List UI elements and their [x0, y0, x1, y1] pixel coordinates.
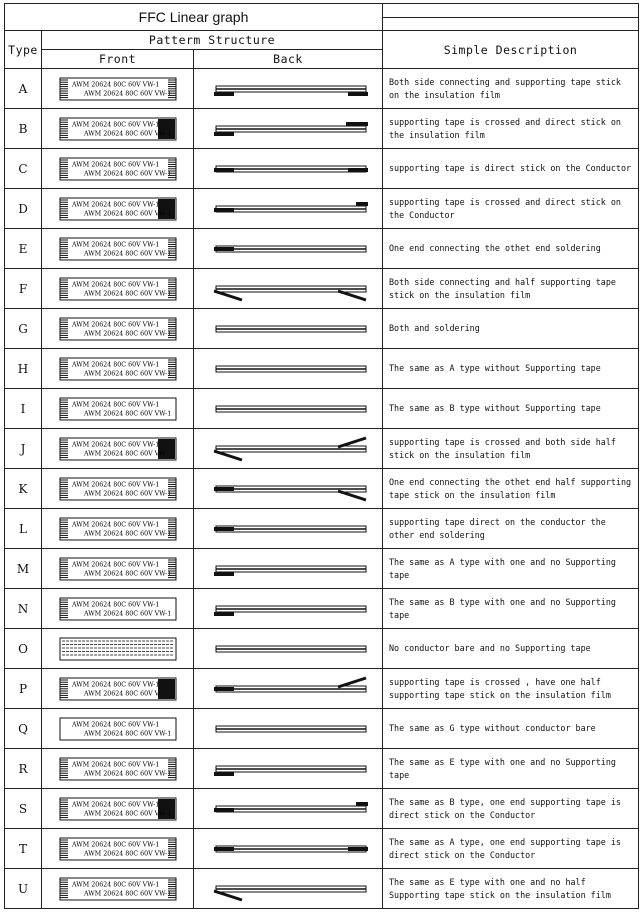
front-pattern	[42, 269, 194, 309]
table-row	[4, 749, 639, 789]
front-cell	[42, 509, 194, 549]
ribbon-marking-line2: AWM 20624 80C 60V VW-1	[84, 410, 172, 418]
ribbon-marking-line1: AWM 20624 80C 60V VW-1	[72, 81, 160, 89]
description-cell	[383, 709, 639, 749]
description-cell	[383, 109, 639, 149]
supporting-tape-right	[348, 168, 368, 172]
table-row	[4, 549, 639, 589]
front-pattern	[42, 109, 194, 149]
supporting-tape-left	[214, 92, 234, 96]
back-cell	[194, 149, 383, 189]
type-cell: Q	[4, 709, 42, 749]
type-cell: O	[4, 629, 42, 669]
description-cell	[383, 669, 639, 709]
ribbon-marking-line2: AWM 20624 80C 60V VW-1	[84, 290, 172, 298]
table-row	[4, 69, 639, 109]
supporting-tape-right	[356, 202, 368, 206]
description-text: Both side connecting and half supporting tape stick on the insulation film	[389, 276, 616, 300]
ribbon-marking-line2: AWM 20624 80C 60V VW-1	[84, 890, 172, 898]
back-pattern	[194, 389, 383, 429]
ribbon-marking-line2: AWM 20624 80C 60V VW-1	[84, 610, 172, 618]
description-text: The same as B type without Supporting tape	[389, 403, 601, 413]
description-cell	[383, 429, 639, 469]
back-pattern	[194, 709, 383, 749]
description-text: supporting tape is crossed , have one half supporting tape stick on the insulation film	[389, 676, 611, 700]
back-pattern	[194, 189, 383, 229]
ribbon-marking-line1: AWM 20624 80C 60V VW-1	[72, 721, 160, 729]
back-cell	[194, 349, 383, 389]
back-pattern	[194, 429, 383, 469]
back-cell	[194, 709, 383, 749]
description-cell	[383, 349, 639, 389]
ribbon-marking-line1: AWM 20624 80C 60V VW-1	[72, 161, 160, 169]
back-cell	[194, 549, 383, 589]
type-cell: U	[4, 869, 42, 909]
front-pattern	[42, 469, 194, 509]
front-cell	[42, 549, 194, 589]
front-cell	[42, 69, 194, 109]
ribbon-marking-line1: AWM 20624 80C 60V VW-1	[72, 881, 160, 889]
ribbon-marking-line2: AWM 20624 80C 60V VW-1	[84, 90, 172, 98]
ribbon-marking-line1: AWM 20624 80C 60V VW-1	[72, 681, 160, 689]
table-row	[4, 429, 639, 469]
description-cell	[383, 549, 639, 589]
type-cell: R	[4, 749, 42, 789]
supporting-tape-left	[214, 487, 234, 491]
back-pattern	[194, 309, 383, 349]
type-cell: H	[4, 349, 42, 389]
back-cell	[194, 309, 383, 349]
supporting-tape-left	[214, 168, 234, 172]
table-row	[4, 869, 639, 909]
table-row	[4, 149, 639, 189]
front-pattern	[42, 229, 194, 269]
type-cell: I	[4, 389, 42, 429]
back-pattern	[194, 509, 383, 549]
supporting-tape-left	[214, 687, 234, 691]
back-pattern	[194, 349, 383, 389]
type-cell: J	[4, 429, 42, 469]
ribbon-marking-line2: AWM 20624 80C 60V VW-1	[84, 130, 172, 138]
description-text: The same as G type without conductor bare	[389, 723, 596, 733]
ribbon-marking-line2: AWM 20624 80C 60V VW-1	[84, 850, 172, 858]
front-cell	[42, 749, 194, 789]
front-cell	[42, 829, 194, 869]
front-cell	[42, 869, 194, 909]
description-cell	[383, 69, 639, 109]
table-row	[4, 629, 639, 669]
ribbon-marking-line1: AWM 20624 80C 60V VW-1	[72, 761, 160, 769]
back-cell	[194, 509, 383, 549]
ribbon-marking-line2: AWM 20624 80C 60V VW-1	[84, 570, 172, 578]
front-pattern	[42, 429, 194, 469]
description-cell	[383, 389, 639, 429]
back-cell	[194, 109, 383, 149]
ribbon-marking-line2: AWM 20624 80C 60V VW-1	[84, 810, 172, 818]
front-cell	[42, 469, 194, 509]
front-cell	[42, 349, 194, 389]
type-cell: D	[4, 189, 42, 229]
ribbon-marking-line1: AWM 20624 80C 60V VW-1	[72, 601, 160, 609]
front-pattern	[42, 509, 194, 549]
back-pattern	[194, 549, 383, 589]
back-cell	[194, 789, 383, 829]
ribbon-marking-line2: AWM 20624 80C 60V VW-1	[84, 250, 172, 258]
table-row	[4, 309, 639, 349]
front-pattern	[42, 349, 194, 389]
ribbon-marking-line2: AWM 20624 80C 60V VW-1	[84, 770, 172, 778]
type-cell: E	[4, 229, 42, 269]
back-cell	[194, 669, 383, 709]
ribbon-marking-line2: AWM 20624 80C 60V V	[84, 690, 160, 698]
header-type: Type	[4, 31, 42, 69]
back-cell	[194, 629, 383, 669]
ribbon-marking-line2: AWM 20624 80C 60V VW	[84, 450, 166, 458]
description-text: One end connecting the othet end half supporting tape stick on the insulation film	[389, 476, 632, 500]
ribbon-marking-line1: AWM 20624 80C 60V VW-1	[72, 361, 160, 369]
front-cell	[42, 669, 194, 709]
description-text: Both side connecting and supporting tape stick on the insulation film	[389, 76, 621, 100]
back-cell	[194, 229, 383, 269]
front-cell	[42, 429, 194, 469]
back-cell	[194, 269, 383, 309]
front-cell	[42, 789, 194, 829]
header-description: Simple Description	[383, 31, 639, 69]
front-cell	[42, 709, 194, 749]
description-text: The same as A type, one end supporting tape is direct stick on the Conductor	[389, 836, 621, 860]
type-cell: B	[4, 109, 42, 149]
description-text: The same as B type, one end supporting tape is direct stick on the Conductor	[389, 796, 621, 820]
back-cell	[194, 749, 383, 789]
front-cell	[42, 269, 194, 309]
type-cell: T	[4, 829, 42, 869]
front-pattern	[42, 749, 194, 789]
back-pattern	[194, 749, 383, 789]
back-pattern	[194, 589, 383, 629]
back-pattern	[194, 669, 383, 709]
back-pattern	[194, 149, 383, 189]
front-pattern	[42, 869, 194, 909]
back-cell	[194, 589, 383, 629]
ribbon-marking-line1: AWM 20624 80C 60V VW-1	[72, 801, 160, 809]
front-pattern	[42, 629, 194, 669]
table-row	[4, 189, 639, 229]
back-pattern	[194, 469, 383, 509]
front-pattern	[42, 549, 194, 589]
supporting-tape-left	[214, 808, 234, 812]
ribbon-marking-line1: AWM 20624 80C 60V VW-1	[72, 401, 160, 409]
ribbon-marking-line1: AWM 20624 80C 60V VW-1	[72, 281, 160, 289]
table-row	[4, 349, 639, 389]
front-cell	[42, 109, 194, 149]
description-cell	[383, 749, 639, 789]
header-back: Back	[194, 50, 383, 69]
type-cell: P	[4, 669, 42, 709]
top-right-divider	[383, 17, 639, 18]
table-row	[4, 109, 639, 149]
description-text: supporting tape is crossed and direct stick on the Conductor	[389, 196, 621, 220]
front-cell	[42, 189, 194, 229]
description-cell	[383, 149, 639, 189]
supporting-tape-left	[214, 208, 234, 212]
description-text: supporting tape is crossed and direct stick on the insulation film	[389, 116, 621, 140]
type-cell: A	[4, 69, 42, 109]
back-cell	[194, 429, 383, 469]
type-cell: F	[4, 269, 42, 309]
description-cell	[383, 509, 639, 549]
ribbon-marking-line1: AWM 20624 80C 60V VW-1	[72, 241, 160, 249]
supporting-tape-left	[214, 132, 234, 136]
ribbon-marking-line1: AWM 20624 80C 60V VW-1	[72, 201, 160, 209]
front-pattern	[42, 669, 194, 709]
description-cell	[383, 309, 639, 349]
back-pattern	[194, 789, 383, 829]
supporting-tape-right	[348, 92, 368, 96]
supporting-tape-left	[214, 612, 234, 616]
description-cell	[383, 269, 639, 309]
description-text: The same as A type with one and no Supporting tape	[389, 556, 616, 580]
table-row	[4, 229, 639, 269]
back-pattern	[194, 229, 383, 269]
back-cell	[194, 829, 383, 869]
back-cell	[194, 69, 383, 109]
front-pattern	[42, 389, 194, 429]
description-text: The same as E type with one and no half Supporting tape stick on the insulation film	[389, 876, 611, 900]
ribbon-marking-line1: AWM 20624 80C 60V VW-1	[72, 121, 160, 129]
ribbon-marking-line2: AWM 20624 80C 60V VW-1	[84, 170, 172, 178]
description-cell	[383, 869, 639, 909]
type-cell: N	[4, 589, 42, 629]
table-row	[4, 709, 639, 749]
description-cell	[383, 629, 639, 669]
back-cell	[194, 869, 383, 909]
front-cell	[42, 629, 194, 669]
ribbon-marking-line1: AWM 20624 80C 60V VW-1	[72, 841, 160, 849]
back-pattern	[194, 109, 383, 149]
table-row	[4, 389, 639, 429]
supporting-tape-right	[356, 802, 368, 806]
description-text: supporting tape direct on the conductor the other end soldering	[389, 516, 606, 540]
supporting-tape-right	[346, 122, 368, 126]
table-row	[4, 829, 639, 869]
front-pattern	[42, 149, 194, 189]
description-text: supporting tape is crossed and both side half stick on the insulation film	[389, 436, 616, 460]
ribbon-marking-line1: AWM 20624 80C 60V VW-1	[72, 441, 160, 449]
ribbon-marking-line2: AWM 20624 80C 60V VW-1	[84, 490, 172, 498]
ribbon-marking-line1: AWM 20624 80C 60V VW-1	[72, 481, 160, 489]
ribbon-marking-line2: AWM 20624 80C 60V VW-1	[84, 330, 172, 338]
description-text: The same as B type with one and no Supporting tape	[389, 596, 616, 620]
description-cell	[383, 469, 639, 509]
supporting-tape-left	[214, 847, 234, 851]
ribbon-marking-line2: AWM 20624 80C 60V VW-1	[84, 730, 172, 738]
back-pattern	[194, 269, 383, 309]
description-text: Both and soldering	[389, 323, 480, 333]
header-front: Front	[42, 50, 194, 69]
front-pattern	[42, 69, 194, 109]
front-cell	[42, 389, 194, 429]
back-pattern	[194, 829, 383, 869]
front-pattern	[42, 829, 194, 869]
table-row	[4, 509, 639, 549]
back-cell	[194, 469, 383, 509]
table-row	[4, 789, 639, 829]
table-row	[4, 669, 639, 709]
description-text: The same as A type without Supporting tape	[389, 363, 601, 373]
description-text: The same as E type with one and no Supporting tape	[389, 756, 616, 780]
type-cell: L	[4, 509, 42, 549]
supporting-tape-left	[214, 572, 234, 576]
table-row	[4, 469, 639, 509]
description-cell	[383, 829, 639, 869]
back-pattern	[194, 629, 383, 669]
description-text: No conductor bare and no Supporting tape	[389, 643, 591, 653]
table-row	[4, 269, 639, 309]
front-pattern	[42, 309, 194, 349]
front-cell	[42, 309, 194, 349]
ribbon-marking-line2: AWM 20624 80C 60V VW-1	[84, 370, 172, 378]
description-cell	[383, 229, 639, 269]
type-cell: C	[4, 149, 42, 189]
ribbon-marking-line2: AWM 20624 80C 60V VW-1	[84, 530, 172, 538]
ribbon-marking-line1: AWM 20624 80C 60V VW-1	[72, 521, 160, 529]
description-cell	[383, 789, 639, 829]
front-pattern	[42, 189, 194, 229]
type-cell: G	[4, 309, 42, 349]
supporting-tape-block	[158, 679, 175, 699]
front-pattern	[42, 709, 194, 749]
front-cell	[42, 589, 194, 629]
front-pattern	[42, 589, 194, 629]
back-cell	[194, 189, 383, 229]
back-pattern	[194, 869, 383, 909]
back-cell	[194, 389, 383, 429]
header-pattern-structure: Patterm Structure	[42, 31, 383, 50]
back-pattern	[194, 69, 383, 109]
table-row	[4, 589, 639, 629]
ribbon-marking-line2: AWM 20624 80C 60V VW-1	[84, 210, 172, 218]
supporting-tape-left	[214, 247, 234, 251]
description-cell	[383, 589, 639, 629]
supporting-tape-left	[214, 772, 234, 776]
supporting-tape-left	[214, 527, 234, 531]
supporting-tape-right	[348, 847, 368, 851]
front-pattern	[42, 789, 194, 829]
table-title: FFC Linear graph	[4, 3, 383, 31]
front-cell	[42, 229, 194, 269]
type-cell: M	[4, 549, 42, 589]
type-cell: S	[4, 789, 42, 829]
type-cell: K	[4, 469, 42, 509]
description-cell	[383, 189, 639, 229]
description-text: supporting tape is direct stick on the Conductor	[389, 163, 632, 173]
ribbon-marking-line1: AWM 20624 80C 60V VW-1	[72, 561, 160, 569]
ribbon-marking-line1: AWM 20624 80C 60V VW-1	[72, 321, 160, 329]
front-cell	[42, 149, 194, 189]
description-text: One end connecting the othet end soldering	[389, 243, 601, 253]
